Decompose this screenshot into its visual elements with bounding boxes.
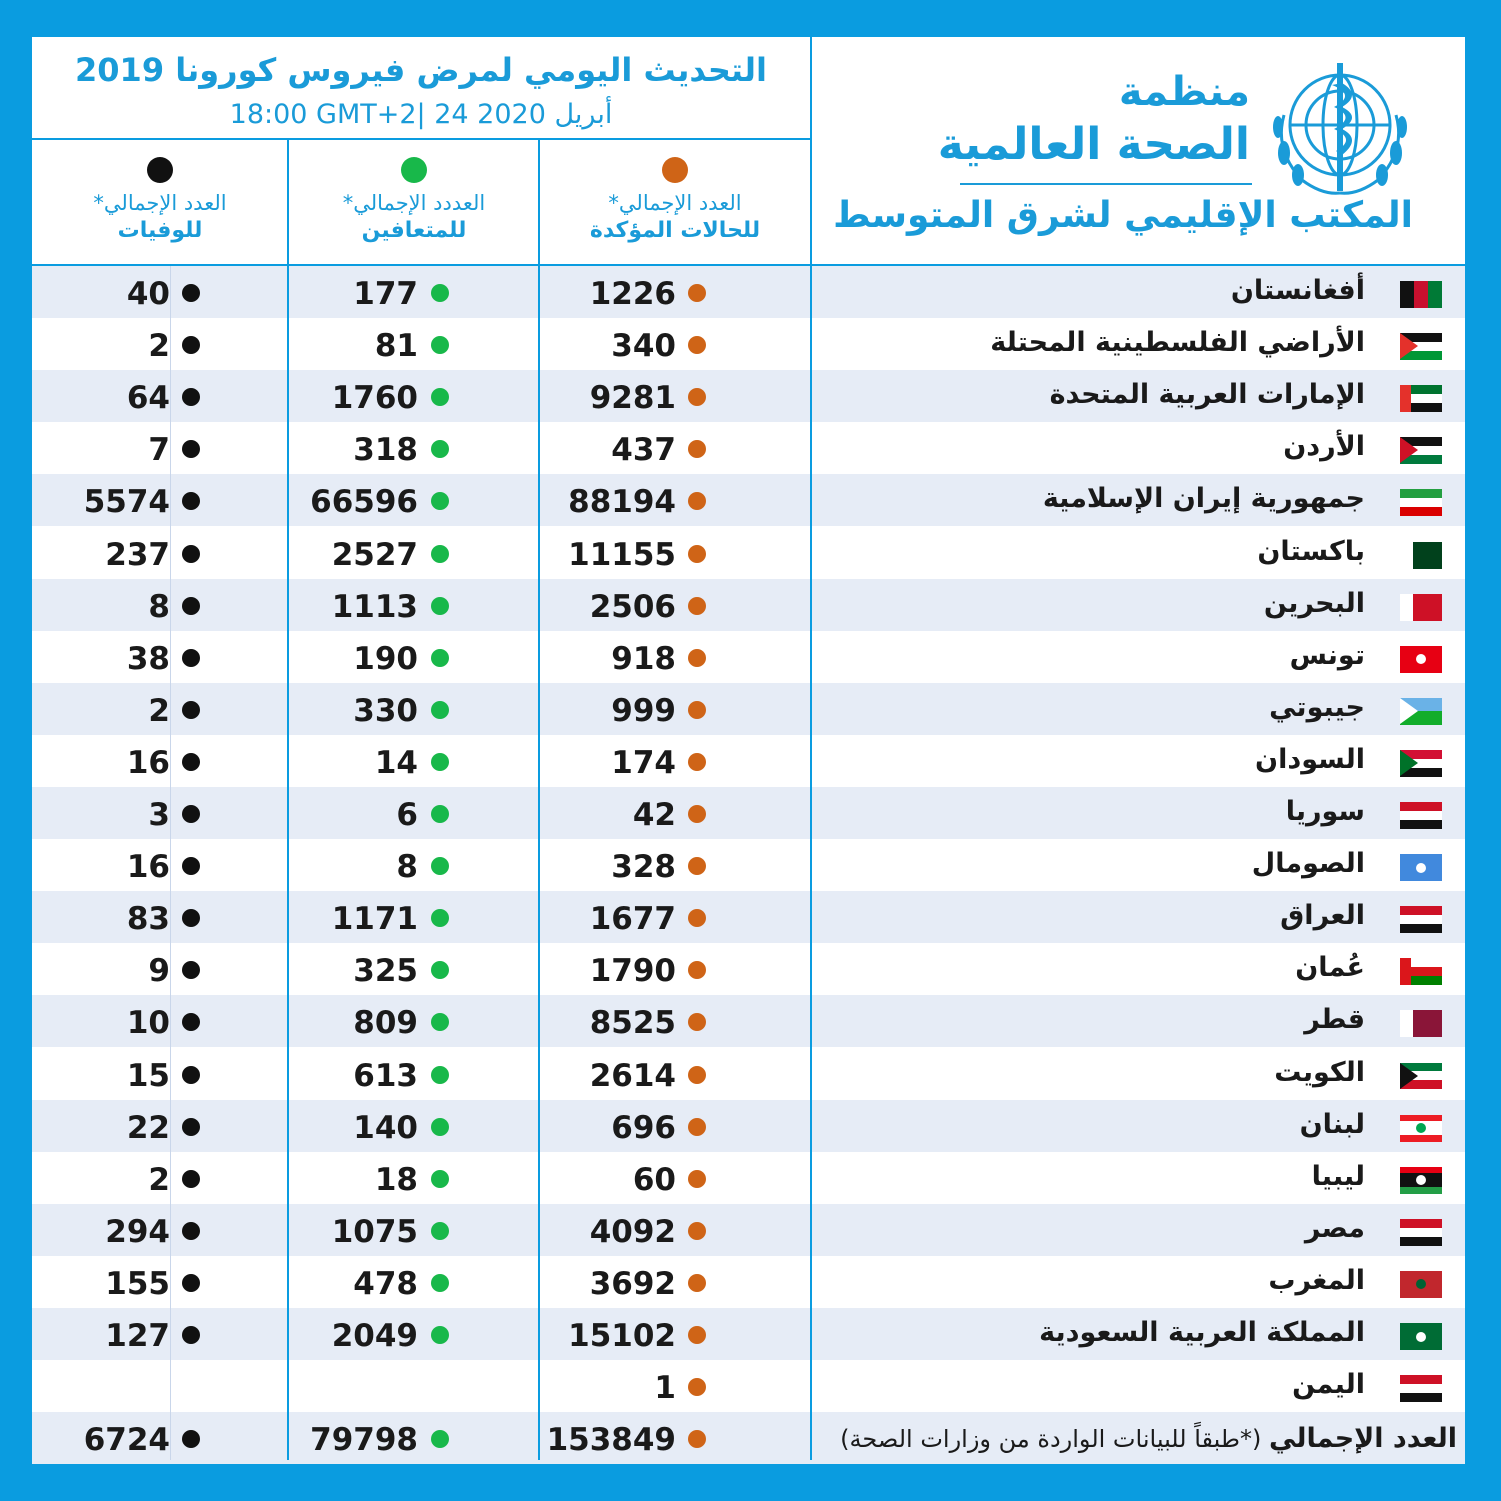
deaths-marker-icon: [182, 701, 200, 719]
total-note: (*طبقاً للبيانات الواردة من وزارات الصحة): [840, 1425, 1262, 1454]
table-row: [32, 1204, 1465, 1256]
column-header-cases: [540, 140, 810, 264]
deaths-marker-icon: [182, 1066, 200, 1084]
cases-value: 340: [611, 328, 676, 365]
deaths-marker-icon: [182, 1274, 200, 1292]
country-name: اليمن: [1292, 1369, 1365, 1401]
cases-marker-icon: [688, 961, 706, 979]
cases-marker-icon: [688, 1222, 706, 1240]
recovered-marker-icon: [401, 157, 427, 183]
cases-value: 696: [611, 1109, 676, 1146]
djibouti-flag-icon: [1400, 698, 1442, 725]
recovered-value: 325: [353, 953, 418, 990]
country-name: العراق: [1280, 900, 1365, 932]
sudan-flag-icon: [1400, 750, 1442, 777]
deaths-value: 9: [148, 953, 170, 990]
recovered-value: 18: [374, 1161, 418, 1198]
deaths-value: 5574: [83, 484, 170, 521]
deaths-value: 10: [126, 1005, 170, 1042]
total-label-group: [840, 1412, 1457, 1464]
column-divider-deaths-inner: [170, 266, 171, 1460]
cases-marker-icon: [688, 1326, 706, 1344]
country-name: أفغانستان: [1230, 275, 1365, 306]
recovered-marker-icon: [431, 753, 449, 771]
deaths-header-line2: للوفيات: [117, 218, 203, 243]
country-name: لبنان: [1299, 1108, 1365, 1140]
deaths-value: 15: [126, 1057, 170, 1094]
country-name: البحرين: [1263, 587, 1365, 619]
cases-value: 4092: [589, 1213, 676, 1250]
recovered-value: 6: [396, 797, 418, 833]
recovered-value: 1113: [331, 588, 418, 625]
cases-value: 1226: [589, 276, 676, 312]
country-name: الأردن: [1283, 431, 1365, 463]
recovered-value: 66596: [310, 484, 418, 521]
recovered-value: 318: [353, 432, 418, 469]
cases-marker-icon: [688, 701, 706, 719]
recovered-value: 330: [353, 692, 418, 729]
deaths-marker-icon: [182, 597, 200, 615]
cases-marker-icon: [688, 1118, 706, 1136]
country-name: الإمارات العربية المتحدة: [1049, 379, 1365, 411]
recovered-marker-icon: [431, 1118, 449, 1136]
column-divider-country: [810, 37, 812, 1460]
total-row: [32, 1412, 1465, 1464]
cases-marker-icon: [688, 492, 706, 510]
recovered-value: 809: [353, 1005, 418, 1042]
syria-flag-icon: [1400, 802, 1442, 829]
country-name: السودان: [1255, 743, 1365, 775]
recovered-value: 14: [374, 744, 418, 781]
saudi-arabia-flag-icon: [1400, 1323, 1442, 1350]
cases-marker-icon: [688, 284, 706, 302]
cases-marker-icon: [688, 336, 706, 354]
deaths-value: 83: [126, 901, 170, 938]
deaths-value: 64: [126, 380, 170, 417]
who-divider: [960, 183, 1252, 185]
deaths-value: 40: [126, 276, 170, 312]
deaths-marker-icon: [182, 1118, 200, 1136]
country-name: تونس: [1289, 639, 1365, 671]
total-cases-value: 153849: [546, 1422, 676, 1459]
table-row: [32, 631, 1465, 683]
deaths-marker-icon: [182, 805, 200, 823]
oman-flag-icon: [1400, 958, 1442, 985]
cases-value: 3692: [589, 1265, 676, 1302]
cases-value: 42: [632, 797, 676, 833]
cases-marker-icon: [688, 1378, 706, 1396]
cases-value: 328: [611, 849, 676, 886]
country-name: الكويت: [1274, 1056, 1365, 1088]
palestine-flag-icon: [1400, 333, 1442, 360]
page-title: التحديث اليومي لمرض فيروس كورونا 2019: [75, 51, 767, 89]
cases-value: 8525: [589, 1005, 676, 1042]
total-label: العدد الإجمالي: [1269, 1423, 1457, 1455]
country-name: الأراضي الفلسطينية المحتلة: [990, 327, 1365, 359]
iran-flag-icon: [1400, 489, 1442, 516]
country-name: ليبيا: [1311, 1160, 1365, 1192]
who-name-line1: منظمة: [1118, 69, 1250, 115]
deaths-marker-icon: [182, 336, 200, 354]
cases-value: 1: [654, 1370, 676, 1407]
recovered-value: 2527: [331, 536, 418, 573]
uae-flag-icon: [1400, 385, 1442, 412]
deaths-marker-icon: [182, 857, 200, 875]
cases-header-line1: العدد الإجمالي*: [608, 191, 742, 215]
deaths-value: 155: [105, 1265, 170, 1302]
recovered-marker-icon: [431, 1326, 449, 1344]
cases-marker-icon: [688, 1274, 706, 1292]
recovered-value: 190: [353, 640, 418, 677]
cases-marker-icon: [688, 440, 706, 458]
country-name: قطر: [1304, 1004, 1365, 1036]
deaths-marker-icon: [182, 1170, 200, 1188]
total-deaths-value: 6724: [83, 1422, 170, 1459]
deaths-header-line1: العدد الإجمالي*: [93, 191, 227, 215]
cases-value: 174: [611, 744, 676, 781]
table-row: [32, 839, 1465, 891]
deaths-marker-icon: [182, 753, 200, 771]
table-row: [32, 422, 1465, 474]
morocco-flag-icon: [1400, 1271, 1442, 1298]
cases-marker-icon: [688, 1066, 706, 1084]
iraq-flag-icon: [1400, 906, 1442, 933]
deaths-value: 2: [148, 692, 170, 729]
deaths-value: 7: [148, 432, 170, 469]
total-recovered-value: 79798: [310, 1422, 418, 1459]
recovered-header-line2: للمتعافين: [361, 218, 467, 243]
cases-marker-icon: [688, 805, 706, 823]
column-header-deaths: [32, 140, 288, 264]
table-row: [32, 735, 1465, 787]
cases-marker-icon: [688, 857, 706, 875]
deaths-value: 8: [148, 588, 170, 625]
country-name: عُمان: [1295, 952, 1365, 984]
libya-flag-icon: [1400, 1167, 1442, 1194]
afghanistan-flag-icon: [1400, 281, 1442, 308]
page-subtitle: 18:00 GMT+2| 24 أبريل 2020: [229, 99, 613, 130]
pakistan-flag-icon: [1400, 542, 1442, 569]
country-name: الصومال: [1251, 848, 1365, 880]
recovered-value: 177: [353, 276, 418, 312]
recovered-marker-icon: [431, 1274, 449, 1292]
table-row: [32, 266, 1465, 318]
table-row: [32, 1152, 1465, 1204]
recovered-value: 478: [353, 1265, 418, 1302]
report-table: [32, 37, 1465, 1460]
recovered-marker-icon: [431, 857, 449, 875]
qatar-flag-icon: [1400, 1010, 1442, 1037]
table-row: [32, 370, 1465, 422]
cases-value: 999: [611, 692, 676, 729]
title-divider: [32, 138, 810, 140]
who-name-line2: الصحة العالمية: [937, 119, 1250, 170]
recovered-value: 1171: [331, 901, 418, 938]
cases-marker-icon: [662, 157, 688, 183]
column-divider-cases: [538, 140, 540, 1460]
who-region-name: المكتب الإقليمي لشرق المتوسط: [833, 195, 1413, 236]
recovered-value: 1075: [331, 1213, 418, 1250]
column-header-recovered: [289, 140, 539, 264]
recovered-marker-icon: [431, 1066, 449, 1084]
recovered-value: 2049: [331, 1318, 418, 1354]
somalia-flag-icon: [1400, 854, 1442, 881]
recovered-marker-icon: [431, 284, 449, 302]
cases-value: 437: [611, 432, 676, 469]
recovered-marker-icon: [431, 649, 449, 667]
recovered-marker-icon: [431, 701, 449, 719]
deaths-value: 22: [126, 1109, 170, 1146]
deaths-value: 16: [126, 849, 170, 886]
table-row: [32, 1100, 1465, 1152]
cases-marker-icon: [688, 388, 706, 406]
cases-marker-icon: [688, 545, 706, 563]
table-row: [32, 891, 1465, 943]
recovered-marker-icon: [431, 545, 449, 563]
cases-value: 1790: [589, 953, 676, 990]
cases-value: 2506: [589, 588, 676, 625]
table-row: [32, 579, 1465, 631]
country-name: جيبوتي: [1269, 691, 1365, 723]
recovered-marker-icon: [431, 336, 449, 354]
table-row: [32, 995, 1465, 1047]
deaths-value: 2: [148, 328, 170, 365]
cases-value: 918: [611, 640, 676, 677]
table-row: [32, 1048, 1465, 1100]
header-divider: [32, 264, 1465, 266]
deaths-marker-icon: [182, 284, 200, 302]
table-row: [32, 474, 1465, 526]
jordan-flag-icon: [1400, 437, 1442, 464]
deaths-marker-icon: [147, 157, 173, 183]
table-row: [32, 318, 1465, 370]
deaths-marker-icon: [182, 649, 200, 667]
recovered-header-line1: العددد الإجمالي*: [342, 191, 486, 215]
cases-value: 15102: [568, 1318, 676, 1354]
recovered-marker-icon: [431, 597, 449, 615]
cases-marker-icon: [688, 753, 706, 771]
cases-value: 2614: [589, 1057, 676, 1094]
country-name: المملكة العربية السعودية: [1039, 1317, 1365, 1348]
column-divider-recovered: [287, 140, 289, 1460]
table-row: [32, 1256, 1465, 1308]
deaths-value: 127: [105, 1318, 170, 1354]
egypt-flag-icon: [1400, 1219, 1442, 1246]
recovered-marker-icon: [431, 805, 449, 823]
cases-value: 60: [632, 1161, 676, 1198]
cases-marker-icon: [688, 1430, 706, 1448]
yemen-flag-icon: [1400, 1375, 1442, 1402]
recovered-marker-icon: [431, 1222, 449, 1240]
country-name: مصر: [1304, 1212, 1365, 1244]
table-row: [32, 527, 1465, 579]
bahrain-flag-icon: [1400, 594, 1442, 621]
tunisia-flag-icon: [1400, 646, 1442, 673]
cases-marker-icon: [688, 1013, 706, 1031]
table-row: [32, 943, 1465, 995]
country-name: جمهورية إيران الإسلامية: [1042, 483, 1365, 515]
cases-marker-icon: [688, 1170, 706, 1188]
cases-value: 1677: [589, 901, 676, 938]
table-row: [32, 787, 1465, 839]
cases-value: 11155: [568, 536, 676, 573]
deaths-value: 294: [105, 1213, 170, 1250]
cases-marker-icon: [688, 597, 706, 615]
country-name: سوريا: [1285, 796, 1365, 827]
deaths-value: 2: [148, 1161, 170, 1198]
kuwait-flag-icon: [1400, 1063, 1442, 1090]
country-name: المغرب: [1268, 1264, 1365, 1296]
cases-value: 9281: [589, 380, 676, 417]
recovered-value: 140: [353, 1109, 418, 1146]
deaths-value: 38: [126, 640, 170, 677]
cases-marker-icon: [688, 649, 706, 667]
cases-header-line2: للحالات المؤكدة: [589, 218, 761, 243]
deaths-value: 16: [126, 744, 170, 781]
recovered-value: 613: [353, 1057, 418, 1094]
table-row: [32, 1308, 1465, 1360]
recovered-value: 1760: [331, 380, 418, 417]
table-row: [32, 683, 1465, 735]
deaths-value: 3: [148, 797, 170, 833]
cases-value: 88194: [568, 484, 676, 521]
deaths-value: 237: [105, 536, 170, 573]
recovered-value: 8: [396, 849, 418, 886]
deaths-marker-icon: [182, 545, 200, 563]
who-emblem-icon: [1262, 55, 1417, 203]
recovered-marker-icon: [431, 1170, 449, 1188]
deaths-marker-icon: [182, 1326, 200, 1344]
deaths-marker-icon: [182, 1222, 200, 1240]
lebanon-flag-icon: [1400, 1115, 1442, 1142]
country-name: باكستان: [1257, 535, 1365, 567]
cases-marker-icon: [688, 909, 706, 927]
recovered-value: 81: [374, 328, 418, 365]
table-row: [32, 1360, 1465, 1412]
